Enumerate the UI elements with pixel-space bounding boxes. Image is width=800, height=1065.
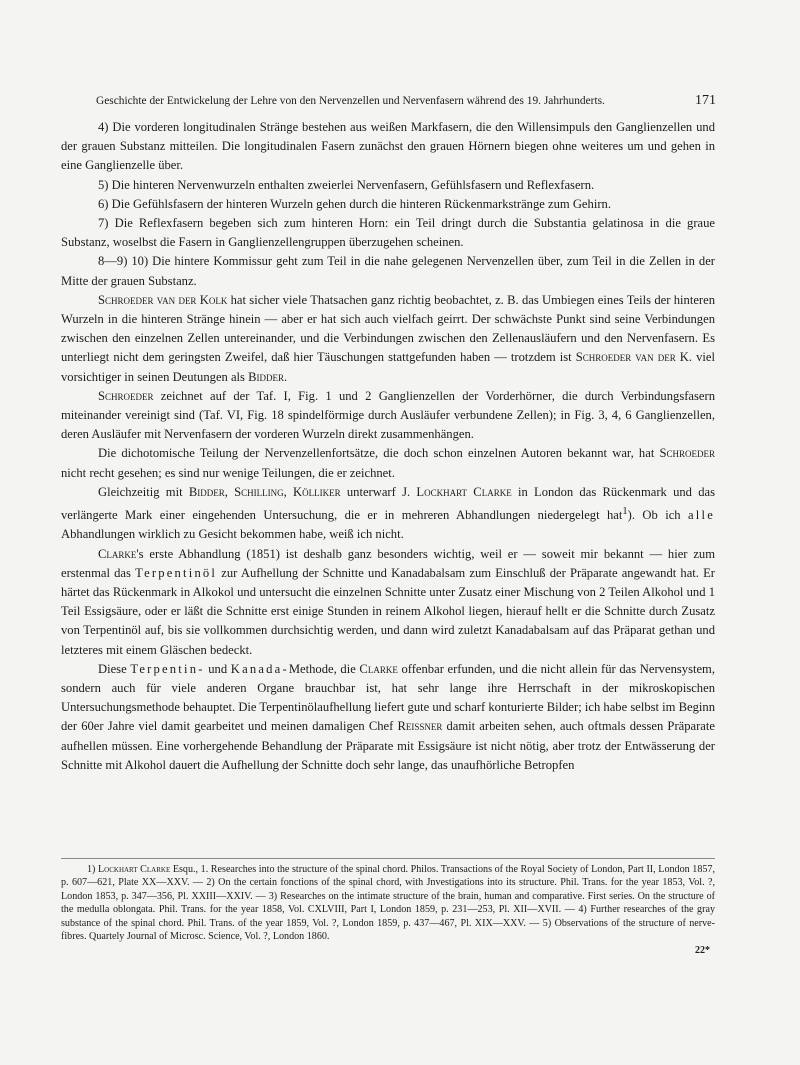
author-name: Bidder, Schilling, Kölliker — [188, 484, 341, 499]
author-name: Clarke — [98, 546, 137, 561]
footnote-divider — [61, 858, 715, 859]
text-run: Diese — [98, 661, 131, 676]
paragraph-10 — [61, 545, 715, 660]
page-number: 171 — [695, 93, 716, 108]
text-run: Methode, die — [288, 661, 360, 676]
paragraph-11 — [61, 660, 715, 775]
text-run: ). Ob ich — [627, 508, 689, 523]
text-run: offenbar erfunden, und die nicht allein für das Nervensystem, sondern auch für viele anderen Organe brauchbar ist, hat sehr lange ihre Herrschaft in der mikroskopischen Untersuchungsmethode behauptet. Die Terpentinölaufhellung liefert gute und scharf konturierte Bilder; ich habe selbst im Beginn der 60er Jahre viel damit gearbeitet und meinen damaligen Chef — [61, 661, 715, 734]
author-name: Schroeder — [659, 446, 715, 461]
signature-mark: 22* — [695, 945, 710, 956]
text-run: . — [284, 369, 288, 384]
author-name: Bidder — [248, 369, 285, 384]
text-run: Gleichzeitig mit — [98, 484, 189, 499]
author-name: Lockhart Clarke — [416, 484, 512, 499]
author-name: Schroeder — [98, 388, 154, 403]
paragraph-2: 5) Die hinteren Nervenwurzeln enthalten zweierlei Nervenfasern, Gefühlsfasern und Reflexfasern. — [98, 177, 595, 192]
author-name: Schroeder van der Kolk — [98, 292, 228, 307]
author-name: Schroeder van der K. — [575, 350, 693, 365]
text-run: damit arbeiten sehen, auch oftmals dessen Präparate aufhellen müssen. Eine vorhergehende Behandlung der Präparate mit Essigsäure ist nicht nötig, aber trotz der Entwässerung der Schnitte mit Alkohol dauert die Aufhellung der Schnitte doch sehr lange, das unaufhörliche Betropfen — [61, 719, 715, 772]
paragraph-6 — [61, 291, 715, 387]
running-header — [96, 93, 716, 109]
text-run: nicht recht gesehen; es sind nur wenige Teilungen, die er zeichnet. — [61, 465, 395, 480]
paragraph-3: 6) Die Gefühlsfasern der hinteren Wurzeln gehen durch die hinteren Rückenmarkstränge zum Gehirn. — [98, 196, 611, 211]
paragraph-7 — [61, 387, 715, 445]
body-text — [61, 118, 715, 775]
text-run: zeichnet auf der Taf. I, Fig. 1 und 2 Ganglienzellen der Vorderhörner, die durch Verbindungsfasern miteinander vereinigt sind (Taf. VI, Fig. 18 spindelförmige durch Ausläufer verbundene Zellen); in Fig. 3, 4, 6 Ganglienzellen, deren Ausläufer mit Nervenfasern der vorderen Wurzeln direkt zusammenhängen. — [61, 388, 715, 442]
footnote-text — [61, 863, 715, 943]
spaced-emphasis: alle — [688, 508, 715, 523]
author-name: Lockhart Clarke — [98, 864, 171, 875]
footnote-marker: 1 — [622, 506, 628, 518]
text-run: Abhandlungen wirklich zu Gesicht bekommen habe, weiß ich nicht. — [61, 527, 404, 542]
paragraph-8 — [61, 444, 715, 482]
text-run: hat sicher viele Thatsachen ganz richtig beobachtet, z. B. das Umbiegen eines Teils der hinteren Wurzeln in die hinteren Stränge hinein — aber er hat sich auch vielfach geirrt. Der schwächste Punkt sind seine Verbindungen zwischen den einzelnen Zellen untereinander, und die Verbindungen zwischen den Zellenausläufern und den Nervenfasern. Es unterliegt nicht dem geringsten Zweifel, daß hier Täuschungen stattgefunden haben — trotzdem ist — [61, 292, 715, 365]
text-run: Die dichotomische Teilung der Nervenzellenfortsätze, die doch schon einzelnen Autoren bekannt war, hat — [98, 446, 660, 461]
footnote — [61, 863, 715, 943]
text-run: zur Aufhellung der Schnitte und Kanadabalsam zum Einschluß der Präparate angewandt hat. Er härtet das Rückenmark in Alkokol und untersucht die einzelnen Schnitte unter Zusatz einer Mischung von 2 Teilen Alkohol und 1 Teil Essigsäure, oder er läßt die Schnitte erst einige Stunden in reinem Alkohol liegen, hierauf hellt er die Schnitte durch Zusatz von Terpentinöl auf, bis sie vollkommen durchsichtig werden, und dann wird zuletzt Kanadabalsam auf das Präparat gethan und letzteres mit einem Gläschen bedeckt. — [61, 565, 715, 657]
spaced-emphasis: Terpentinöl — [135, 565, 218, 580]
paragraph-9 — [61, 483, 715, 545]
author-name: Clarke — [359, 661, 398, 676]
paragraph-5: 8—9) 10) Die hintere Kommissur geht zum Teil in die nahe gelegenen Nervenzellen über, zum Teil in die Zellen in der Mitte der grauen Substanz. — [61, 254, 715, 288]
text-run: Esqu., 1. Researches into the structure of the spinal chord. Philos. Transactions of the Royal Society of London, Part II, London 1857, p. 607—621, Plate XX—XXV. — 2) On the certain fonctions of the spinal chord, with Jnvestigations into its structure. Phil. Trans. for the year 1853, Vol. ?, London 1853, p. 347—356, Pl. XXIII—XXIV. — 3) Researches on the intimate structure of the brain, human and comparative. First series. On the structure of the medulla oblongata. Phil. Trans. for the year 1858, Vol. CXLVIII, Part I, London 1859, p. 231—253, Pl. XII—XVII. — 4) Further researches of the gray substance of the spinal chord. Phil. Trans. of the year 1859, Vol. ?, London 1859, p. 437—467, Pl. XIX—XXV. — 5) Observations of the structure of nerve-fibres. Quartely Journal of Microsc. Science, Vol. ?, London 1860. — [61, 864, 715, 943]
spaced-emphasis: Terpentin- — [130, 661, 205, 676]
running-title: Geschichte der Entwickelung der Lehre von den Nervenzellen und Nervenfasern während des 19. Jahrhunderts. — [96, 95, 605, 107]
text-run: viel vorsichtiger in seinen Deutungen als — [61, 350, 715, 384]
paragraph-1: 4) Die vorderen longitudinalen Stränge bestehen aus weißen Markfasern, die den Willensimpuls den Ganglienzellen und der grauen Substanz mitteilen. Die longitudinalen Fasern zunächst den grauen Hörnern biegen ohne weiteres um und gehen in eine Ganglienzelle über. — [61, 120, 715, 173]
text-run: und — [204, 661, 231, 676]
author-name: Reissner — [397, 719, 443, 734]
text-run: 1) — [87, 864, 98, 875]
spaced-emphasis: Kanada- — [230, 661, 289, 676]
paragraph-4: 7) Die Reflexfasern begeben sich zum hinteren Horn: ein Teil dringt durch die Substantia gelatinosa in die graue Substanz, woselbst die Fasern in Ganglienzellengruppen überzugehen scheinen. — [61, 216, 715, 250]
text-run: unterwarf J. — [340, 484, 417, 499]
text-run: in London das Rückenmark und das verlängerte Mark einer eingehenden Untersuchung, die er in mehreren Abhandlungen niedergelegt hat — [61, 484, 715, 523]
text-run: 's erste Abhandlung (1851) ist deshalb ganz besonders wichtig, weil er — soweit mir bekannt — hier zum erstenmal das — [61, 546, 715, 580]
